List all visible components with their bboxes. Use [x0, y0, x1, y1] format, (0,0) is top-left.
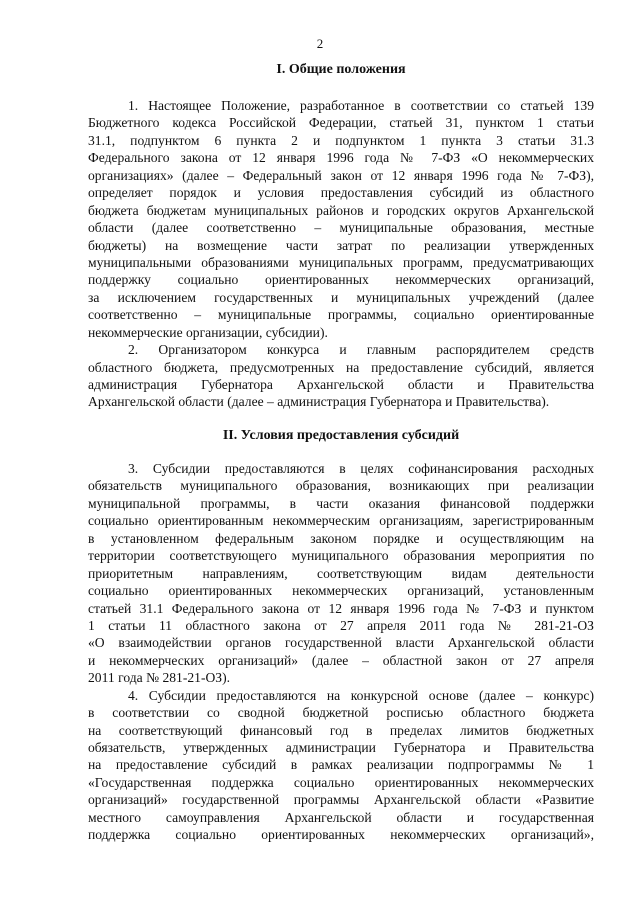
text-line: муниципальной программы, в части оказания финансовой поддержки — [88, 495, 594, 511]
text-line: статьей 31.1 Федерального закона от 12 января 1996 года № 7-ФЗ и пунктом — [88, 600, 594, 616]
text-line: «Государственная поддержка социально ориентированных некоммерческих — [88, 774, 594, 790]
text-line: муниципальными образованиями муниципальных программ, предусматривающих — [88, 254, 594, 270]
text-line: 31.1, подпунктом 6 пункта 2 и подпунктом 1 пункта 3 статьи 31.3 — [88, 132, 594, 148]
text-line: 4. Субсидии предоставляются на конкурсной основе (далее – конкурс) — [128, 687, 594, 703]
section-1-body — [88, 97, 594, 411]
text-line: за исключением государственных и муниципальных учреждений (далее — [88, 289, 594, 305]
text-line: и некоммерческих организаций» (далее – областной закон от 27 апреля — [88, 652, 594, 668]
page-number: 2 — [316, 36, 324, 51]
text-line: бюджеты) на возмещение части затрат по реализации утвержденных — [88, 237, 594, 253]
section-1-heading: I. Общие положения — [276, 62, 406, 77]
text-line: в установленном федеральным законом порядке и осуществляющим на — [88, 530, 594, 546]
text-line: 1. Настоящее Положение, разработанное в соответствии со статьей 139 — [128, 98, 594, 113]
section-2-heading: II. Условия предоставления субсидий — [222, 428, 460, 443]
text-line: 2. Организатором конкурса и главным распорядителем средств — [128, 342, 594, 358]
text-line: территории соответствующего муниципального образования мероприятия по — [88, 548, 594, 564]
text-line: 2011 года № 281-21-ОЗ). — [88, 670, 231, 686]
text-line: некоммерческие организации, субсидии). — [88, 324, 328, 340]
text-line: 1 статьи 11 областного закона от 27 апреля 2011 года № 281-21-ОЗ — [88, 617, 594, 633]
text-line: организаций» государственной программы Архангельской области «Развитие — [88, 792, 594, 808]
text-line: организациях» (далее – Федеральный закон от 12 января 1996 года № 7-ФЗ), — [88, 167, 594, 183]
text-line: приоритетным направлениям, соответствующим видам деятельности — [88, 565, 594, 581]
text-line: поддержку социально ориентированных некоммерческих организаций, — [88, 272, 594, 288]
text-line: поддержка социально ориентированных некоммерческих организаций», — [88, 827, 594, 843]
text-line: бюджета бюджетам муниципальных районов и городских округов Архангельской — [88, 202, 594, 218]
text-line: обязательств муниципального образования, возникающих при реализации — [88, 478, 594, 494]
text-line: социально ориентированных некоммерческих организаций, установленным — [88, 583, 594, 599]
text-line: Федерального закона от 12 января 1996 года № 7-ФЗ «О некоммерческих — [88, 150, 594, 166]
text-line: определяет порядок и условия предоставления субсидий из областного — [88, 185, 594, 201]
text-line: в соответствии со сводной бюджетной росписью областного бюджета — [88, 705, 594, 721]
text-line: на соответствующий финансовый год в пределах лимитов бюджетных — [88, 722, 594, 738]
text-line: местного самоуправления Архангельской области и государственная — [88, 809, 594, 825]
text-line: администрация Губернатора Архангельской области и Правительства — [88, 377, 594, 392]
text-line: на предоставление субсидий в рамках реализации подпрограммы № 1 — [88, 757, 594, 773]
text-line: «О взаимодействии органов государственной власти Архангельской области — [88, 635, 594, 651]
text-line: социально ориентированным некоммерческим организациям, зарегистрированным — [88, 513, 594, 529]
text-line: обязательств, утвержденных администрации Губернатора и Правительства — [88, 740, 594, 755]
text-line: области (далее соответственно – муниципальные образования, местные — [88, 220, 594, 236]
text-line: 3. Субсидии предоставляются в целях софинансирования расходных — [128, 461, 594, 476]
text-line: Архангельской области (далее – администрация Губернатора и Правительства). — [88, 394, 550, 410]
text-line: областного бюджета, предусмотренных на предоставление субсидий, является — [88, 359, 594, 375]
section-2-body — [88, 460, 594, 844]
text-line: соответственно – муниципальные программы, социально ориентированные — [88, 307, 594, 323]
text-line: Бюджетного кодекса Российской Федерации, статьей 31, пунктом 1 статьи — [88, 115, 594, 131]
